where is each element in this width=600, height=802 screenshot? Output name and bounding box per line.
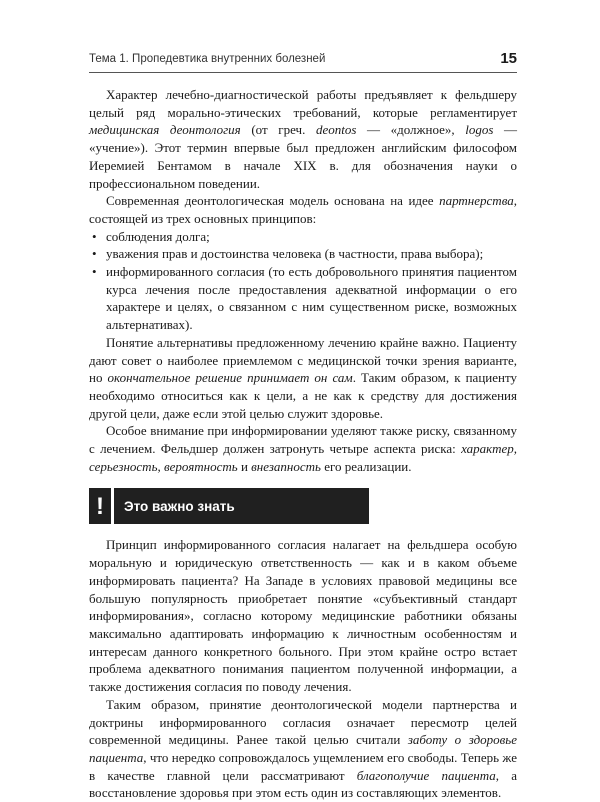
bullet-icon: •	[92, 264, 97, 280]
exclamation-icon: !	[89, 488, 114, 524]
list-item: • соблюдения долга;	[92, 228, 210, 244]
paragraph-conclusion: Таким образом, принятие деонтологической модели партнерства и доктрины информированного согласия означает пересмотр целей современной медицины. Ранее такой целью считали заботу о здоровье пациента, что нередко сопровождалось ущемлением его свободы. Теперь же в качестве главной цели рассматривают благополучие пациента, а восстановление здоровья при этом есть один из составляющих элементов.	[89, 696, 517, 801]
running-header	[89, 50, 517, 73]
page-body	[89, 86, 517, 802]
page-number: 15	[500, 50, 517, 67]
important-callout	[89, 488, 517, 524]
paragraph-informed-consent: Принцип информированного согласия налагает на фельдшера особую моральную и юридическую ответственность — как и в каком объеме информировать пациента? На Западе в условиях правовой медицины все большую популярность приобретает понятие «субъективный стандарт информирования», согласно которому медицинские работники обязаны максимально адаптировать информацию к личностным особенностям и интересам данного конкретного больного. При этом крайне остро встает проблема адекватного понимания пациентом полученной информации, а также достижения согласия по поводу лечения.	[89, 537, 517, 695]
paragraph-partnership: Современная деонтологическая модель основана на идее партнерства, состоящей из трех основных принципов:	[89, 193, 517, 226]
paragraph-alternative: Понятие альтернативы предложенному лечению крайне важно. Пациенту дают совет о наиболее приемлемом с медицинской точки зрения варианте, но окончательное решение принимает он сам. Таким образом, к пациенту необходимо относиться как к цели, а не как к средству для достижения другой цели, даже если этой целью служит здоровье.	[89, 334, 517, 421]
list-item: • информированного согласия (то есть добровольного принятия пациентом курса лечения после предоставления адекватной информации о его характере и целях, о связанном с ним существенном риске, возможных альтернативах).	[92, 264, 517, 333]
list-item: • уважения прав и достоинства человека (в частности, права выбора);	[92, 246, 484, 262]
paragraph-risk: Особое внимание при информировании уделяют также риску, связанному с лечением. Фельдшер должен затронуть четыре аспекта риска: характер, серьезность, вероятность и внезапность его реализации.	[89, 423, 517, 474]
chapter-title: Тема 1. Пропедевтика внутренних болезней	[89, 53, 326, 65]
principles-list	[89, 228, 517, 334]
bullet-icon: •	[92, 246, 97, 262]
bullet-icon: •	[92, 228, 97, 244]
paragraph-deontology: Характер лечебно-диагностической работы предъявляет к фельдшеру целый ряд морально-этических требований, которые регламентирует медицинская деонтология (от греч. deontos — «должное», logos — «учение»). Этот термин впервые был предложен английским философом Иеремией Бентамом в начале XIX в. для обозначения науки о профессиональном поведении.	[89, 87, 518, 191]
callout-label: Это важно знать	[124, 498, 235, 514]
